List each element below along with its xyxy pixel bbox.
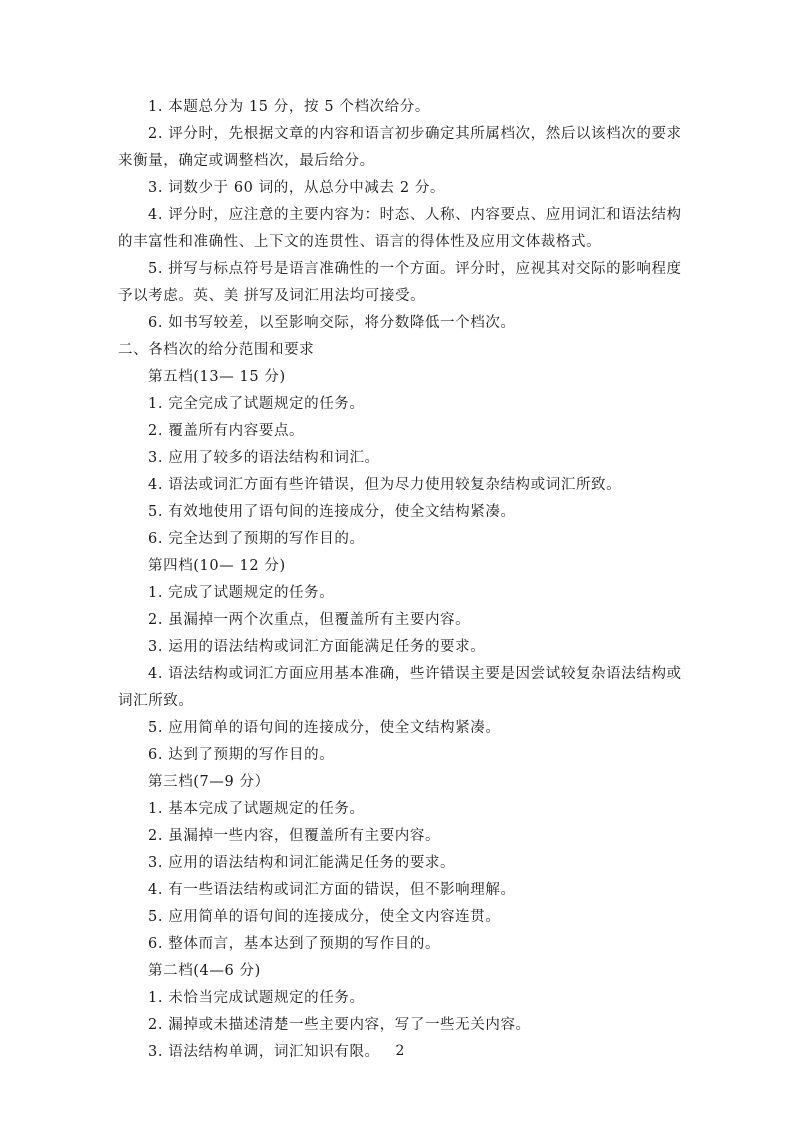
tier-3-title: 第三档(7—9 分） (148, 774, 270, 790)
tier-2-title: 第二档(4—6 分) (148, 963, 261, 979)
tier-4-item: 3. 运用的语法结构或词汇方面能满足任务的要求。 (148, 639, 486, 655)
document-body (118, 94, 690, 1066)
tier-3-item: 1. 基本完成了试题规定的任务。 (148, 801, 365, 817)
tier-5-item: 1. 完全完成了试题规定的任务。 (148, 396, 365, 412)
tier-2-item: 3. 语法结构单调，词汇知识有限。 (148, 1044, 380, 1060)
tier-2-item: 2. 漏掉或未描述清楚一些主要内容，写了一些无关内容。 (148, 1017, 531, 1033)
tier-3-item: 5. 应用简单的语句间的连接成分，使全文内容连贯。 (148, 909, 501, 925)
tier-5-item: 6. 完全达到了预期的写作目的。 (148, 531, 365, 547)
rule-1: 1. 本题总分为 15 分，按 5 个档次给分。 (148, 99, 430, 115)
tier-3-item: 2. 虽漏掉一些内容，但覆盖所有主要内容。 (148, 828, 441, 844)
rule-2: 2. 评分时，先根据文章的内容和语言初步确定其所属档次，然后以该档次的要求来衡量，确定或调整档次，最后给分。 (118, 126, 682, 169)
tier-3-item: 4. 有一些语法结构或词汇方面的错误，但不影响理解。 (148, 882, 516, 898)
tier-5-item: 4. 语法或词汇方面有些许错误，但为尽力使用较复杂结构或词汇所致。 (148, 477, 622, 493)
tier-4-item: 4. 语法结构或词汇方面应用基本准确，些许错误主要是因尝试较复杂语法结构或词汇所致。 (118, 666, 682, 709)
rule-6: 6. 如书写较差，以至影响交际，将分数降低一个档次。 (148, 315, 516, 331)
tier-3-item: 6. 整体而言，基本达到了预期的写作目的。 (148, 936, 441, 952)
rule-3: 3. 词数少于 60 词的，从总分中减去 2 分。 (148, 180, 446, 196)
tier-4-item: 5. 应用简单的语句间的连接成分，使全文结构紧凑。 (148, 720, 501, 736)
tier-4-item: 1. 完成了试题规定的任务。 (148, 585, 335, 601)
tier-5-item: 2. 覆盖所有内容要点。 (148, 423, 305, 439)
rule-5: 5. 拼写与标点符号是语言准确性的一个方面。评分时，应视其对交际的影响程度予以考虑。英、美 拼写及词汇用法均可接受。 (118, 261, 682, 304)
tier-3-item: 3. 应用的语法结构和词汇能满足任务的要求。 (148, 855, 456, 871)
tier-5-title: 第五档(13— 15 分) (148, 369, 286, 385)
tier-4-item: 6. 达到了预期的写作目的。 (148, 747, 335, 763)
page-number: 2 (395, 1043, 405, 1059)
rule-4: 4. 评分时，应注意的主要内容为：时态、人称、内容要点、应用词汇和语法结构的丰富性和准确性、上下文的连贯性、语言的得体性及应用文体裁格式。 (118, 207, 682, 250)
tier-5-item: 3. 应用了较多的语法结构和词汇。 (148, 450, 380, 466)
section-title: 二、各档次的给分范围和要求 (118, 342, 315, 358)
tier-2-item: 1. 未恰当完成试题规定的任务。 (148, 990, 365, 1006)
tier-4-title: 第四档(10— 12 分) (148, 558, 286, 574)
tier-4-item: 2. 虽漏掉一两个次重点，但覆盖所有主要内容。 (148, 612, 471, 628)
tier-5-item: 5. 有效地使用了语句间的连接成分，使全文结构紧凑。 (148, 504, 516, 520)
